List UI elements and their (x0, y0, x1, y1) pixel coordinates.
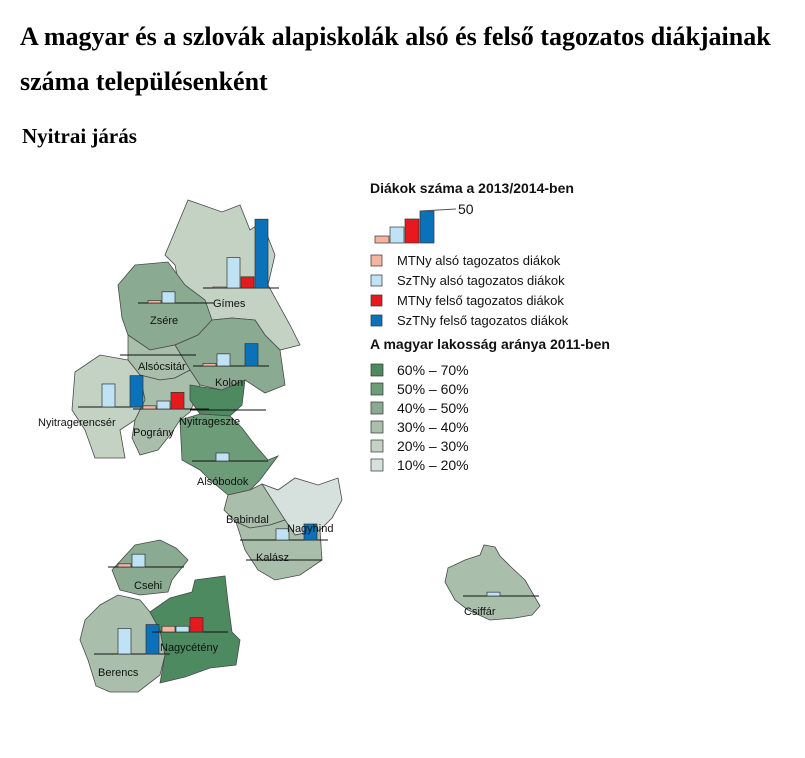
bar-berencs-sztny-felso (146, 625, 159, 654)
settlement-label-kalasz: Kalász (256, 552, 290, 564)
map-title: A magyar és a szlovák alapiskolák alsó és felső tagozatos diákjainak száma településenként (20, 22, 771, 96)
settlement-label-berencs: Berencs (98, 667, 139, 679)
legend-swatch-mtny-felso (371, 295, 382, 306)
sample-bar-mtny-felso (405, 219, 419, 243)
settlement-label-babindal: Babindal (226, 514, 269, 526)
bar-alsobodok-sztny-also (216, 453, 229, 461)
bar-berencs-sztny-also (118, 628, 131, 654)
bar-zsere-sztny-also (162, 292, 175, 303)
bar-gimes-mtny-felso (241, 277, 254, 288)
legend-label-mtny-felso: MTNy felső tagozatos diákok (397, 293, 564, 308)
settlement-label-pograny: Pográny (133, 427, 174, 439)
students-legend-title: Diákok száma a 2013/2014-ben (370, 180, 574, 196)
settlement-label-csehi: Csehi (134, 580, 163, 592)
settlement-label-csiffar: Csiffár (464, 606, 496, 618)
settlement-label-gimes: Gímes (213, 298, 246, 310)
legend-share-label-share-40-50: 40% – 50% (397, 400, 469, 416)
settlement-label-zsere: Zsére (150, 315, 179, 327)
scale-value-label: 50 (458, 201, 474, 217)
bar-pograny-sztny-also (157, 401, 170, 409)
settlement-label-nyitrageszte: Nyitrageszte (179, 416, 241, 428)
bar-nagyceteny-sztny-also (176, 626, 189, 632)
bar-csehi-sztny-also (132, 554, 145, 567)
legend-share-label-share-30-40: 30% – 40% (397, 419, 469, 435)
legend-swatch-sztny-also (371, 275, 382, 286)
bar-nagyceteny-mtny-felso (190, 618, 203, 632)
legend-share-swatch-share-40-50 (371, 402, 383, 414)
bar-csehi-mtny-also (118, 564, 131, 567)
legend-share-label-share-20-30: 20% – 30% (397, 438, 469, 454)
sample-bar-mtny-also (375, 236, 389, 243)
bar-gimes-sztny-also (227, 258, 240, 288)
settlement-label-alsobodok: Alsóbodok (197, 476, 249, 488)
map-legend (370, 180, 610, 473)
legend-share-swatch-share-60-70 (371, 364, 383, 376)
legend-share-swatch-share-20-30 (371, 440, 383, 452)
legend-share-swatch-share-10-20 (371, 459, 383, 471)
bar-kolon-sztny-felso (245, 344, 258, 366)
bar-nagyceteny-mtny-also (162, 626, 175, 632)
bar-zsere-mtny-also (148, 300, 161, 303)
bar-pograny-mtny-also (143, 406, 156, 409)
legend-label-sztny-also: SzTNy alsó tagozatos diákok (397, 273, 565, 288)
legend-share-label-share-50-60: 50% – 60% (397, 381, 469, 397)
share-legend (371, 362, 469, 473)
scale-leader-line (420, 209, 456, 211)
settlement-label-nyitragerencser: Nyitragerencsér (38, 417, 116, 429)
legend-label-mtny-also: MTNy alsó tagozatos diákok (397, 253, 561, 268)
bar-gimes-sztny-felso (255, 219, 268, 288)
district-subtitle: Nyitrai járás (22, 124, 137, 148)
legend-share-swatch-share-30-40 (371, 421, 383, 433)
legend-label-sztny-felso: SzTNy felső tagozatos diákok (397, 313, 569, 328)
bar-pograny-mtny-felso (171, 392, 184, 409)
sample-bar-sztny-also (390, 227, 404, 243)
bar-gimes-mtny-also (213, 287, 226, 288)
bar-kolon-mtny-also (203, 363, 216, 366)
bar-nyitragerencser-sztny-also (102, 384, 115, 407)
legend-swatch-sztny-felso (371, 315, 382, 326)
settlement-label-nagyceteny: Nagycétény (160, 642, 219, 654)
settlement-label-kolon: Kolon (215, 377, 244, 389)
share-legend-title: A magyar lakosság aránya 2011-ben (370, 336, 610, 352)
legend-share-label-share-10-20: 10% – 20% (397, 457, 469, 473)
legend-swatch-mtny-also (371, 255, 382, 266)
bar-csiffar-sztny-also (487, 592, 500, 596)
legend-share-swatch-share-50-60 (371, 383, 383, 395)
settlement-label-alsocsitar: Alsócsitár (138, 361, 186, 373)
sample-bar-sztny-felso (420, 211, 434, 243)
bar-kolon-sztny-also (217, 354, 230, 366)
bar-nyitragerencser-sztny-felso (130, 376, 143, 407)
settlement-label-nagyhind: Nagyhind (287, 523, 334, 535)
legend-share-label-share-60-70: 60% – 70% (397, 362, 469, 378)
series-legend (371, 253, 569, 328)
scale-sample-bars (375, 209, 456, 243)
